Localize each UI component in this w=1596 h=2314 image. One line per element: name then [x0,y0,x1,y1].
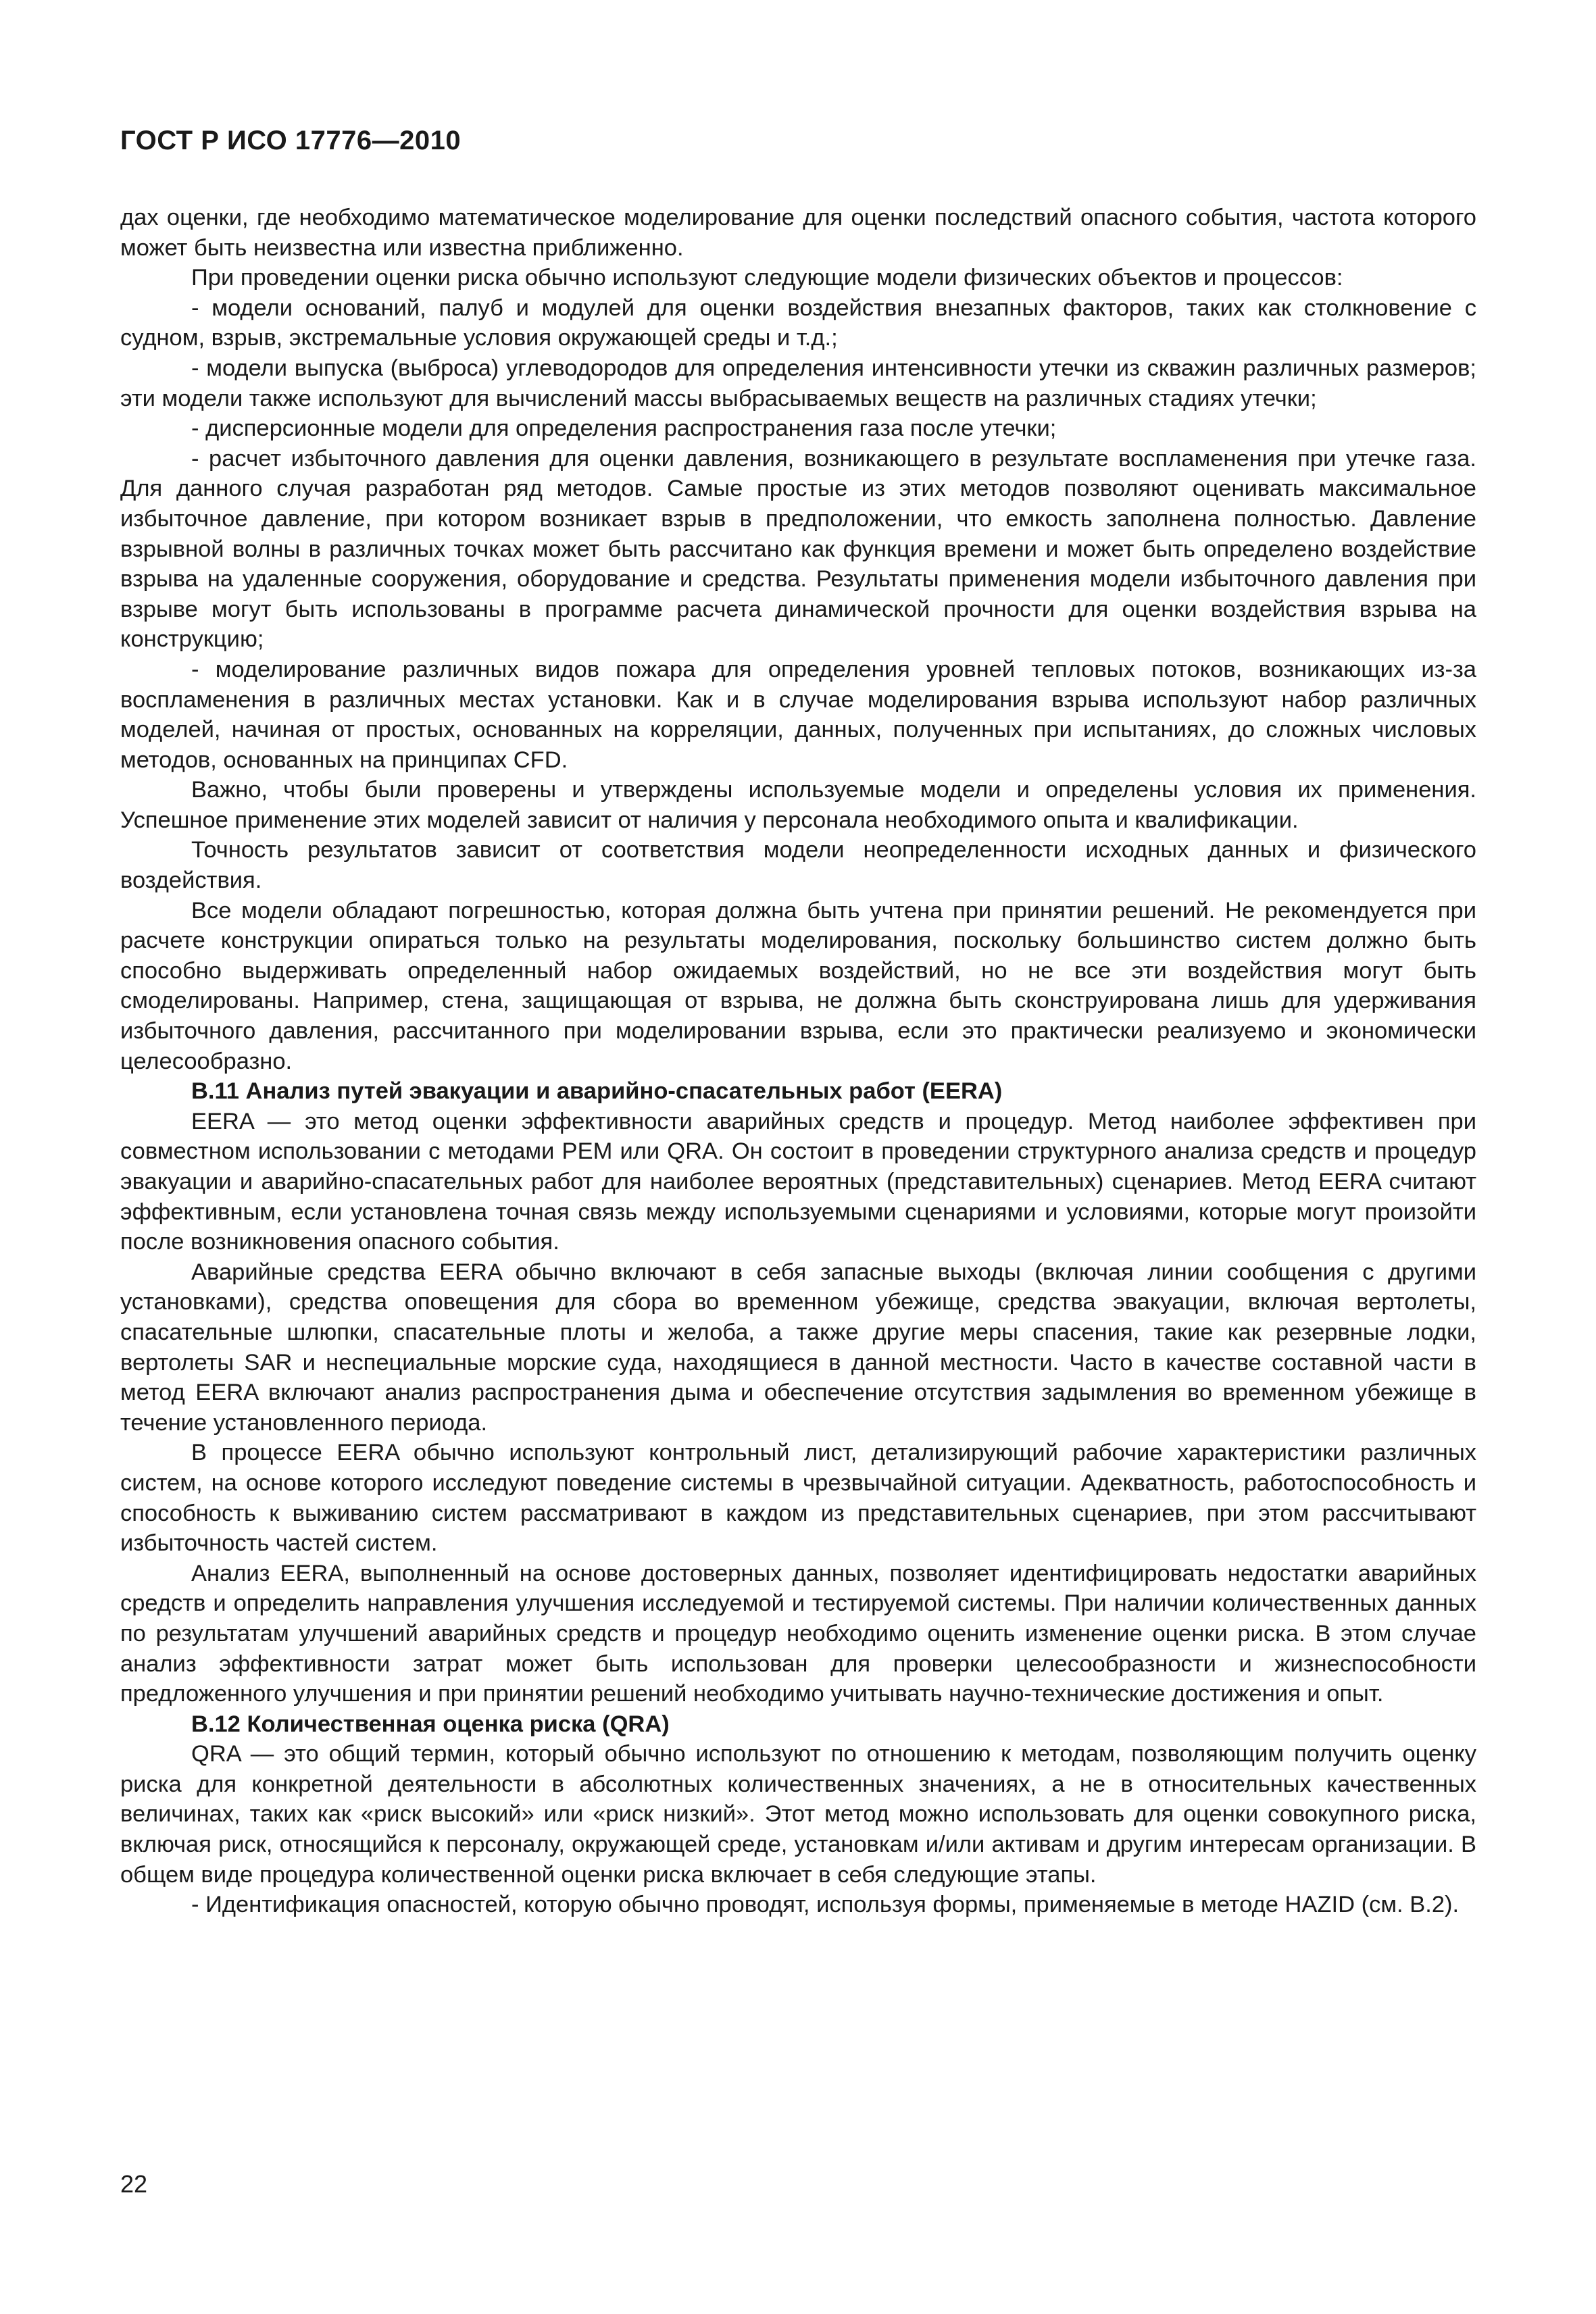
paragraph: дах оценки, где необходимо математическое моделирование для оценки последствий опасного события, частота которого может быть неизвестна или известна приближенно. [120,205,1476,261]
list-item: - расчет избыточного давления для оценки давления, возникающего в результате воспламенения при утечке газа. Для данного случая разработан ряд методов. Самые простые из этих методов позволяют оценивать максимальное избыточное давление, при котором возникает взрыв в предположении, что емкость заполнена полностью. Давление взрывной волны в различных точках может быть рассчитано как функция времени и может быть определено воздействие взрыва на удаленные сооружения, оборудование и средства. Результаты применения модели избыточного давления при взрыве могут быть использованы в программе расчета динамической прочности для оценки воздействия взрыва на конструкцию; [120,445,1476,653]
body-text [120,203,1476,1920]
list-item: - Идентификация опасностей, которую обычно проводят, используя формы, применяемые в методе HAZID (см. В.2). [191,1892,1460,1918]
list-item: - дисперсионные модели для определения распространения газа после утечки; [191,416,1057,442]
paragraph: Аварийные средства EERA обычно включают в себя запасные выходы (включая линии сообщения с другими установками), средства оповещения для сбора во временном убежище, средства эвакуации, включая вертолеты, спасательные шлюпки, спасательные плоты и желоба, а также другие меры спасения, такие как резервные лодки, вертолеты SAR и неспециальные морские суда, находящиеся в данной местности. Часто в качестве составной части в метод EERA включают анализ распространения дыма и обеспечение отсутствия задымления во временном убежище в течение установленного периода. [120,1259,1476,1436]
list-item: - модели оснований, палуб и модулей для оценки воздействия внезапных факторов, таких как столкновение с судном, взрыв, экстремальные условия окружающей среды и т.д.; [120,295,1476,351]
paragraph: QRA — это общий термин, который обычно используют по отношению к методам, позволяющим получить оценку риска для конкретной деятельности в абсолютных количественных значениях, а не в относительных качественных величинах, таких как «риск высокий» или «риск низкий». Этот метод можно использовать для оценки совокупного риска, включая риск, относящийся к персоналу, окружающей среде, установкам и/или активам и другим интересам организации. В общем виде процедура количественной оценки риска включает в себя следующие этапы. [120,1741,1476,1888]
paragraph: Все модели обладают погрешностью, которая должна быть учтена при принятии решений. Не рекомендуется при расчете конструкции опираться только на результаты моделирования, поскольку большинство систем должно быть способно выдерживать определенный набор ожидаемых воздействий, но не все эти воздействия могут быть смоделированы. Например, стена, защищающая от взрыва, не должна быть сконструирована лишь для удерживания избыточного давления, рассчитанного при моделировании взрыва, если это практически реализуемо и экономически целесообразно. [120,897,1476,1074]
standard-header: ГОСТ Р ИСО 17776—2010 [120,126,462,155]
paragraph: EERA — это метод оценки эффективности аварийных средств и процедур. Метод наиболее эффективен при совместном использовании с методами PEM или QRA. Он состоит в проведении структурного анализа средств и процедур эвакуации и аварийно-спасательных работ для наиболее вероятных (представительных) сценариев. Метод EERA считают эффективным, если установлена точная связь между используемыми сценариями и условиями, которые могут произойти после возникновения опасного события. [120,1108,1476,1255]
paragraph: При проведении оценки риска обычно используют следующие модели физических объектов и процессов: [191,265,1343,291]
page-number: 22 [120,2170,148,2198]
section-heading: В.12 Количественная оценка риска (QRA) [191,1711,670,1737]
paragraph: Анализ EERA, выполненный на основе достоверных данных, позволяет идентифицировать недостатки аварийных средств и определить направления улучшения исследуемой и тестируемой системы. При наличии количественных данных по результатам улучшений аварийных средств и процедур необходимо оценить изменение оценки риска. В этом случае анализ эффективности затрат может быть использован для проверки целесообразности и жизнеспособности предложенного улучшения и при принятии решений необходимо учитывать научно-технические достижения и опыт. [120,1560,1476,1707]
list-item: - моделирование различных видов пожара для определения уровней тепловых потоков, возникающих из-за воспламенения в различных местах установки. Как и в случае моделирования взрыва используют набор различных моделей, начиная от простых, основанных на корреляции, данных, полученных при испытаниях, до сложных числовых методов, основанных на принципах CFD. [120,656,1476,773]
paragraph: Точность результатов зависит от соответствия модели неопределенности исходных данных и физического воздействия. [120,837,1476,894]
list-item: - модели выпуска (выброса) углеводородов для определения интенсивности утечки из скважин различных размеров; эти модели также используют для вычислений массы выбрасываемых веществ на различных стадиях утечки; [120,355,1476,411]
paragraph: Важно, чтобы были проверены и утверждены используемые модели и определены условия их применения. Успешное применение этих моделей зависит от наличия у персонала необходимого опыта и квалификации. [120,777,1476,833]
paragraph: В процессе EERA обычно используют контрольный лист, детализирующий рабочие характеристики различных систем, на основе которого исследуют поведение системы в чрезвычайной ситуации. Адекватность, работоспособность и способность к выживанию систем рассматривают в каждом из представительных сценариев, при этом рассчитывают избыточность частей систем. [120,1440,1476,1557]
section-heading: В.11 Анализ путей эвакуации и аварийно-спасательных работ (EERA) [191,1078,1003,1105]
